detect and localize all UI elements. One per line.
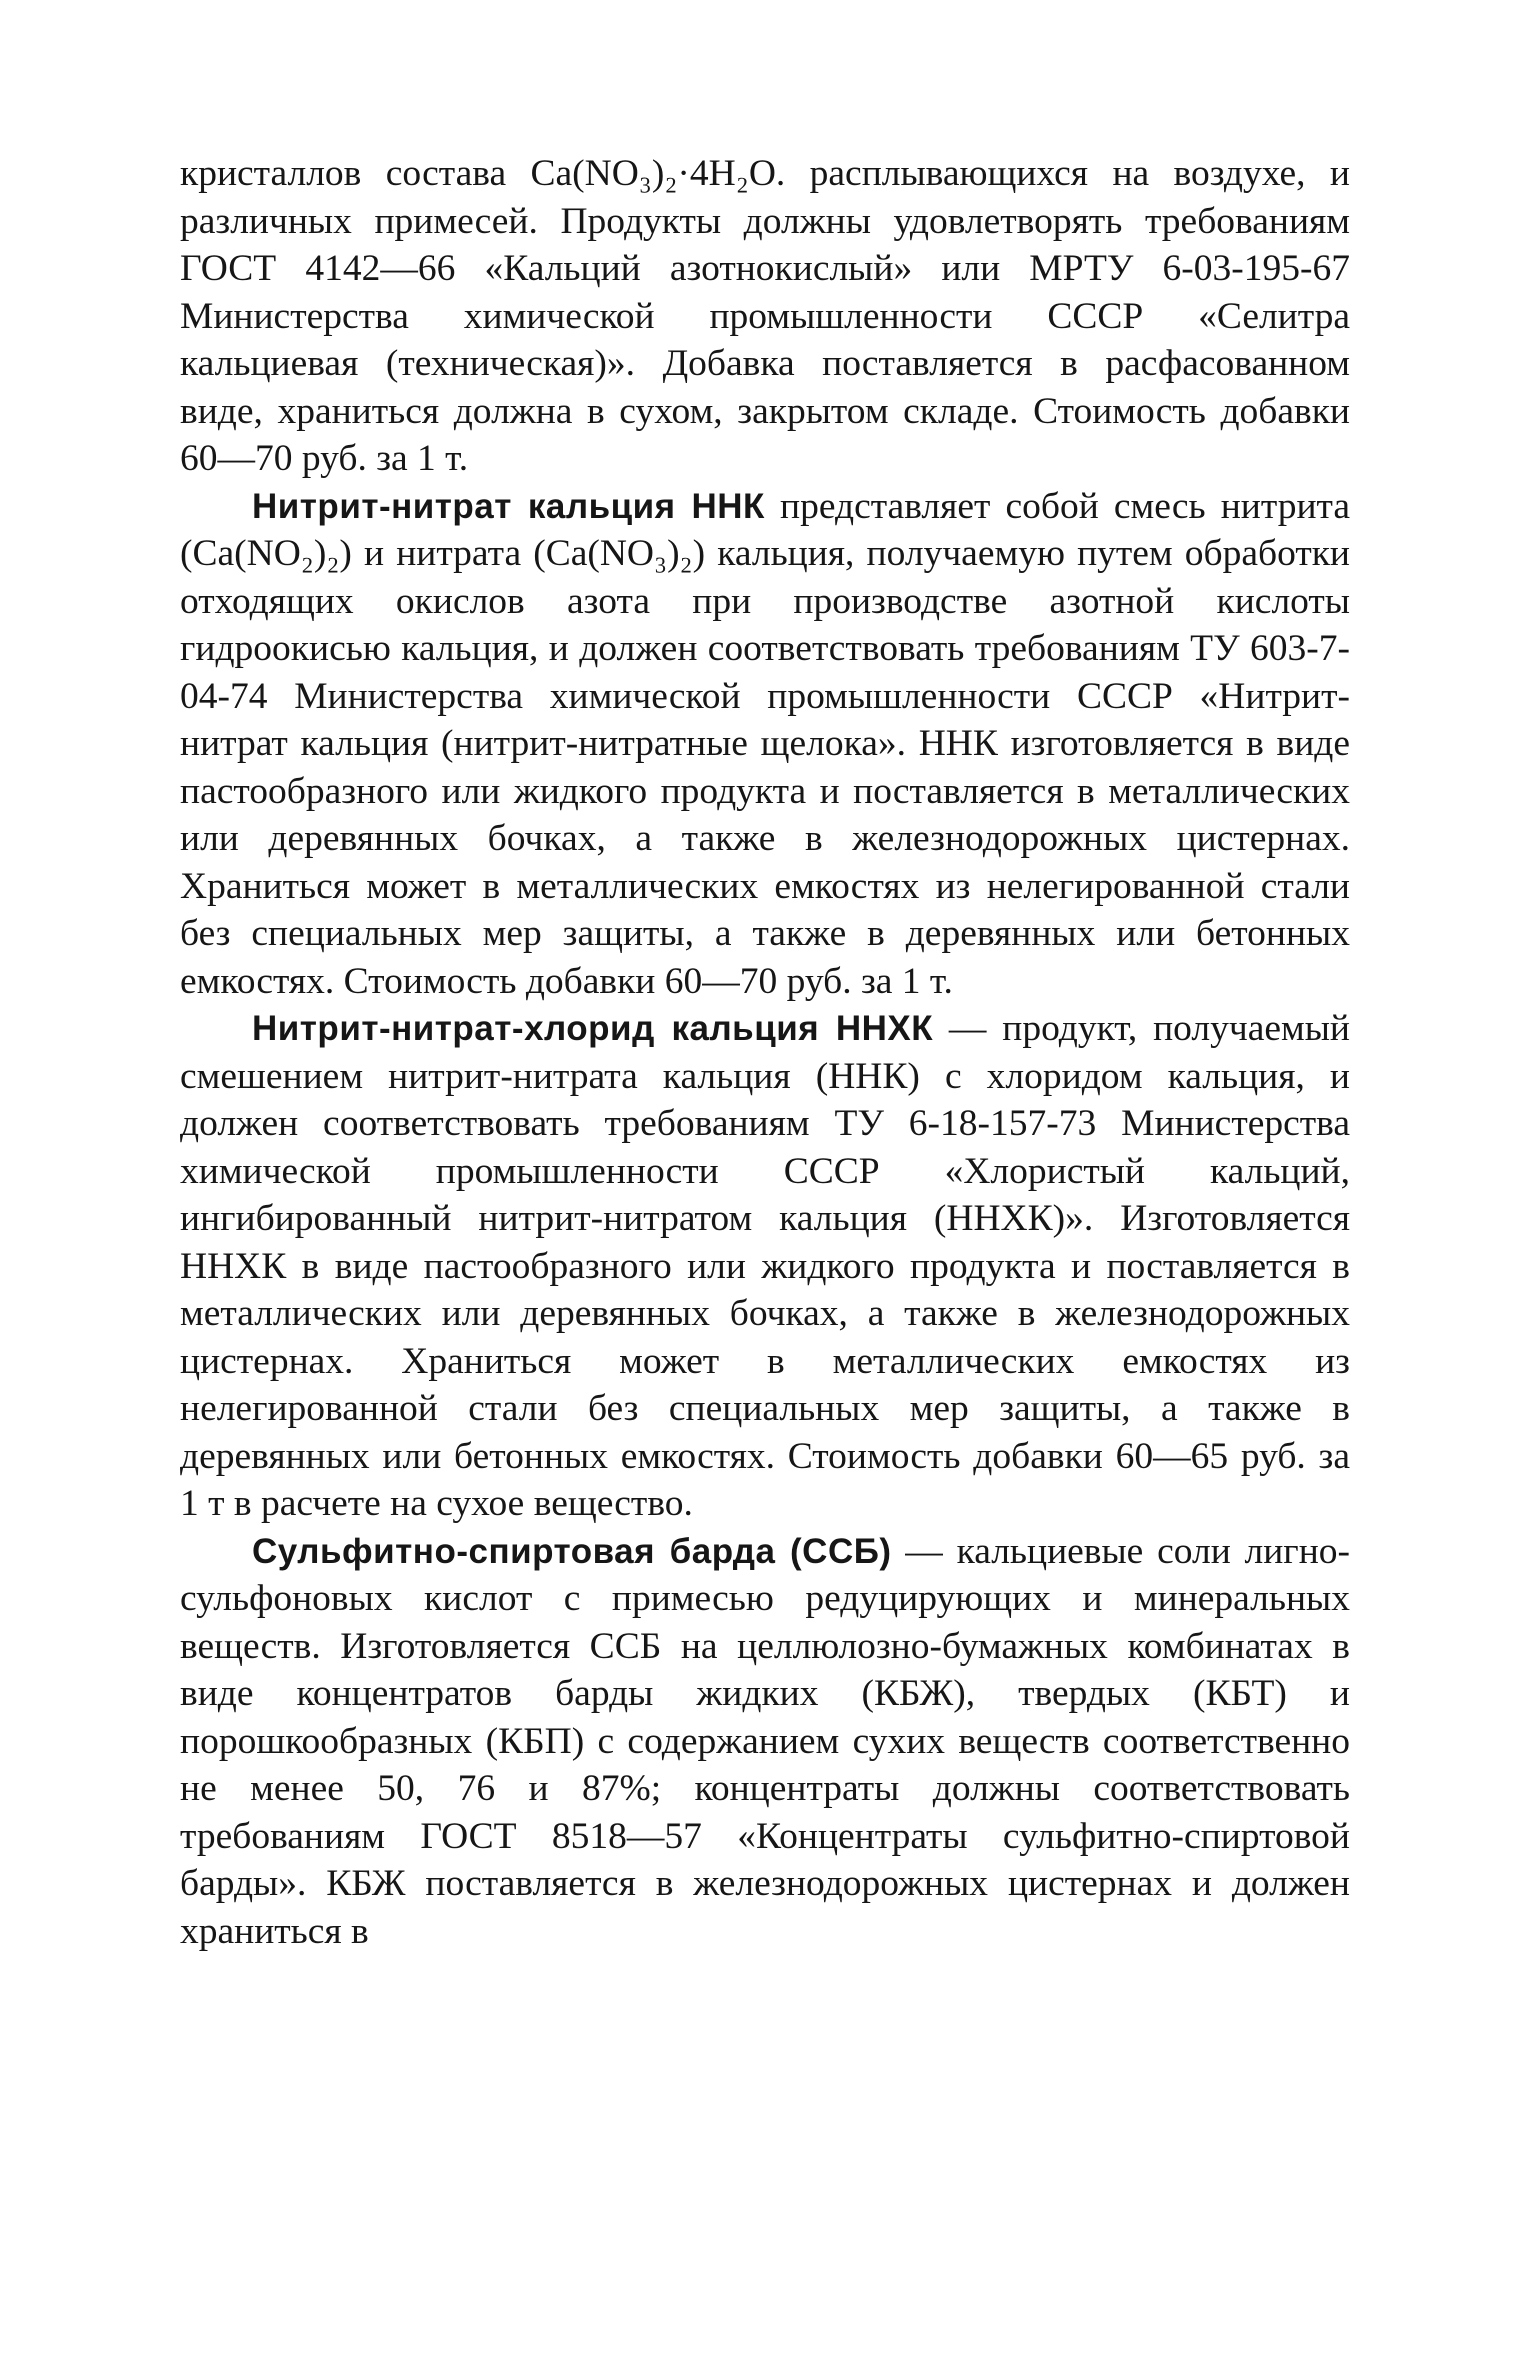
page-text — [180, 150, 1350, 1955]
paragraph-body: кристаллов состава Ca(NO₃)₂·4H₂O. расплывающихся на воздухе, и различных примесей. Продукты должны удовлетворять требованиям ГОСТ 4142—66 «Кальций азотнокислый» или МРТУ 6-03-195-67 Министерства химической промышленности СССР «Селитра кальциевая (техническая)». Добавка поставляется в расфасованном виде, храниться должна в сухом, закрытом складе. Стоимость добавки 60—70 руб. за 1 т. — [180, 153, 1350, 479]
term-heading: Нитрит-нитрат кальция ННК — [252, 486, 765, 526]
paragraph-body: представляет собой смесь нитрита (Ca(NO₂)₂) и нитрата (Ca(NO₃)₂) кальция, получаемую путем обработки отходящих окислов азота при производстве азотной кислоты гидроокисью кальция, и должен соответствовать требованиям ТУ 603-7-04-74 Министерства химической промышленности СССР «Нитрит-нитрат кальция (нитрит-нитратные щелока». ННК изготовляется в виде пастообразного или жидкого продукта и поставляется в металлических или деревянных бочках, а также в железнодорожных цистернах. Храниться может в металлических емкостях из нелегированной стали без специальных мер защиты, а также в деревянных или бетонных емкостях. Стоимость добавки 60—70 руб. за 1 т. — [180, 485, 1350, 1002]
paragraph-ssb — [180, 1528, 1350, 1956]
paragraph-body: — кальциевые соли лигно-сульфоновых кислот с примесью редуцирующих и минеральных веществ. Изготовляется ССБ на целлюлозно-бумажных комбинатах в виде концентратов барды жидких (КБЖ), твердых (КБТ) и порошкообразных (КБП) с содержанием сухих веществ соответственно не менее 50, 76 и 87%; концентраты должны соответствовать требованиям ГОСТ 8518—57 «Концентраты сульфитно-спиртовой барды». КБЖ поставляется в железнодорожных цистернах и должен храниться в — [180, 1530, 1350, 1952]
paragraph-calcium-nitrate-continued — [180, 150, 1350, 483]
paragraph-nnk — [180, 483, 1350, 1006]
paragraph-body: — продукт, получаемый смешением нитрит-нитрата кальция (ННК) с хлоридом кальция, и должен соответствовать требованиям ТУ 6-18-157-73 Министерства химической промышленности СССР «Хлористый кальций, ингибированный нитрит-нитратом кальция (ННХК)». Изготовляется ННХК в виде пастообразного или жидкого продукта и поставляется в металлических или деревянных бочках, а также в железнодорожных цистернах. Храниться может в металлических емкостях из нелегированной стали без специальных мер защиты, а также в деревянных или бетонных емкостях. Стоимость добавки 60—65 руб. за 1 т в расчете на сухое вещество. — [180, 1008, 1350, 1524]
term-heading: Нитрит-нитрат-хлорид кальция ННХК — [252, 1009, 934, 1048]
paragraph-nnhk — [180, 1005, 1350, 1528]
term-heading: Сульфитно-спиртовая барда (ССБ) — [252, 1531, 892, 1571]
